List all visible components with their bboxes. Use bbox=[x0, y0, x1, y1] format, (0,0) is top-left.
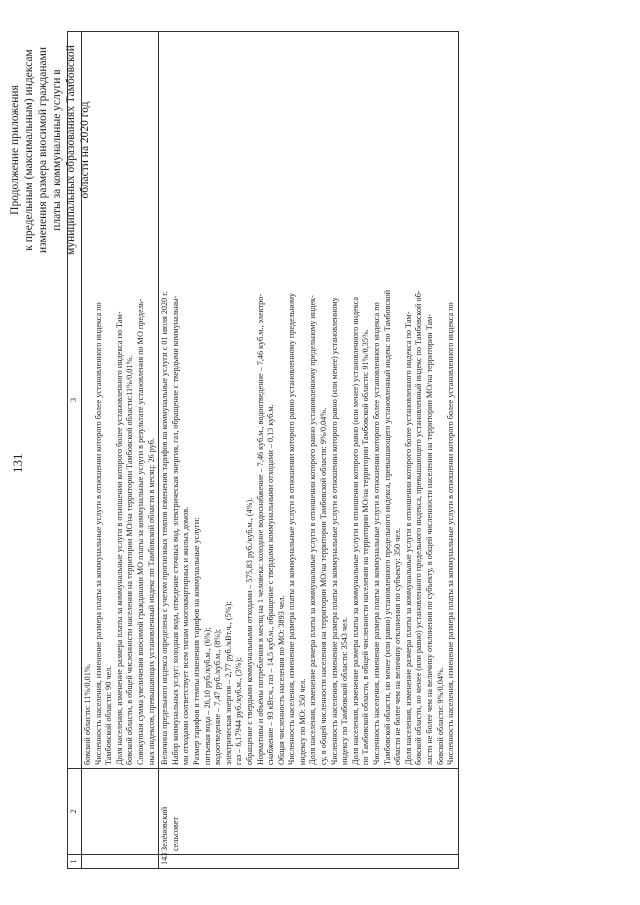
text-line: Численность населения, изменение размера платы за коммунальные услуги в отношении которого более установленного индекса по bbox=[93, 302, 103, 765]
text-line: Тамбовской области: 90 чел. bbox=[104, 665, 114, 765]
text-line: бовской области: 11%/0,01%. bbox=[83, 663, 92, 765]
column-header: 2 bbox=[68, 769, 82, 855]
text-line: Нормативы и объемы потребления в месяц на 1 человека: холодное водоснабжение – 7,46 куб.м., водоотведение – 7,46 куб.м., электро- bbox=[255, 293, 265, 765]
municipality-name-cell: Зелёновский сельсовет bbox=[159, 769, 459, 855]
indices-table bbox=[67, 31, 459, 869]
text-line: Доля населения, изменение размера платы за коммунальные услуги в отношении которого более установленного индекса по Там- bbox=[403, 311, 413, 765]
text-line: питьевая вода – 26,10 руб./куб.м., (6%); bbox=[202, 627, 212, 765]
text-line: индексу по Тамбовской области: 3543 чел. bbox=[340, 617, 350, 765]
text-line: Совокупная сумма увеличения вносимой гражданами МО платы за коммунальные услуги в результате установления по МО предель- bbox=[135, 298, 145, 765]
text-line: Общая численность населения по МО: 3893 чел. bbox=[276, 595, 286, 765]
text-line: Доля населения, изменение размера платы за коммунальные услуги в отношении которого равно (или менее) установленного индекса bbox=[350, 297, 360, 765]
row-name-cell bbox=[82, 769, 159, 855]
text-line: Численность населения, изменение размера платы за коммунальные услуги в отношении которого равно (или менее) установленному bbox=[329, 297, 339, 765]
heading-line: муниципальных образованиях Тамбовской bbox=[65, 45, 77, 255]
table-row bbox=[159, 32, 459, 869]
table-header-row bbox=[68, 32, 82, 869]
text-line: бовской области: 9%/0,04%. bbox=[435, 667, 445, 765]
row-number-cell: 143 bbox=[159, 855, 459, 869]
text-line: Численность населения, изменение размера платы за коммунальные услуги в отношении которого равно установленному предельному bbox=[287, 292, 297, 765]
text-line: индексу по МО: 350 чел. bbox=[297, 678, 307, 765]
text-line: ми отходами соответствует всем типам многоквартирных и жилых домов. bbox=[181, 506, 191, 765]
text-line: Численность населения, изменение размера платы за коммунальные услуги в отношении которого более установленного индекса по bbox=[446, 302, 456, 765]
text-line: Тамбовской области, но менее (или равно) установленного предельного индекса, превышающего установленный индекс по Тамбовской bbox=[382, 289, 392, 765]
text-line: Размер тарифов и темпы изменения тарифов на коммунальные услуги: bbox=[191, 517, 201, 765]
text-line: Доля населения, изменение размера платы за коммунальные услуги в отношении которого более установленного индекса по Там- bbox=[114, 311, 124, 765]
text-line: ных индексов, превышающих установленный индекс по Тамбовской области в месяц: 26 руб. bbox=[146, 438, 156, 765]
heading-line: изменения размера вносимой гражданами bbox=[37, 46, 49, 254]
text-line: Численность населения, изменение размера платы за коммунальные услуги в отношении которого более установленного индекса по bbox=[372, 302, 382, 765]
text-line: водоотведение – 7,47 руб./куб.м., (8%); bbox=[213, 628, 223, 765]
text-line: су, в общей численности населения на территории МО/на территории Тамбовской области: 9%/0,04%. bbox=[319, 407, 329, 765]
text-line: Доля населения, изменение размера платы за коммунальные услуги в отношении которого равно установленному предельному индек- bbox=[308, 295, 318, 765]
heading-line: платы за коммунальные услуги в bbox=[51, 69, 63, 231]
row-number-cell bbox=[82, 855, 159, 869]
text-line: Набор коммунальных услуг: холодная вода, отведение сточных вод, электрическая энергия, газ, обращение с твердыми коммунальны- bbox=[170, 295, 180, 765]
page-number: 131 bbox=[10, 453, 25, 473]
text-line: обращение с твердыми коммунальными отходами – 575,83 руб./куб.м., (4%). bbox=[244, 497, 254, 765]
heading-line: области на 2020 год bbox=[79, 101, 91, 199]
column-header: 1 bbox=[68, 855, 82, 869]
text-line: Величина предельного индекса определена с учетом прогнозных темпов изменения тарифов на коммунальные услуги с 01 июля 2020 г. bbox=[160, 291, 170, 765]
text-line: электрическая энергия – 2,77 руб./кВт.ч., (5%); bbox=[223, 601, 233, 765]
heading-line: Продолжение приложения bbox=[9, 85, 21, 215]
row-text-cell bbox=[82, 32, 159, 769]
text-line: бовской области, в общей численности населения на территории МО/на территории Тамбовской области:11%/0,01%. bbox=[125, 355, 135, 765]
heading-line: к предельным (максимальным) индексам bbox=[23, 49, 35, 251]
text-line: области не более чем на величину отклонения по субъекту: 350 чел. bbox=[393, 527, 403, 765]
row-text-cell bbox=[159, 32, 459, 769]
table-row-continuation bbox=[82, 32, 159, 869]
column-header: 3 bbox=[68, 32, 82, 769]
text-line: по Тамбовской области, в общей численности населения на территории МО/на территории Тамбовской области: 91%/0,35%. bbox=[361, 329, 371, 765]
text-line: бовской области, но менее (или равно) установленного предельного индекса, превышающего установленный индекс по Тамбовской об- bbox=[414, 290, 424, 765]
text-line: ласти не более чем на величину отклонения по субъекту, в общей численности населения на территории МО/на территории Там- bbox=[425, 313, 434, 765]
text-line: снабжение – 93 кВт.ч., газ – 14,5 куб.м., обращение с твердыми коммунальными отходами – 0,13 куб.м. bbox=[266, 404, 276, 765]
text-line: газ – 6,17944 руб./куб.м., (3%); bbox=[234, 657, 244, 765]
